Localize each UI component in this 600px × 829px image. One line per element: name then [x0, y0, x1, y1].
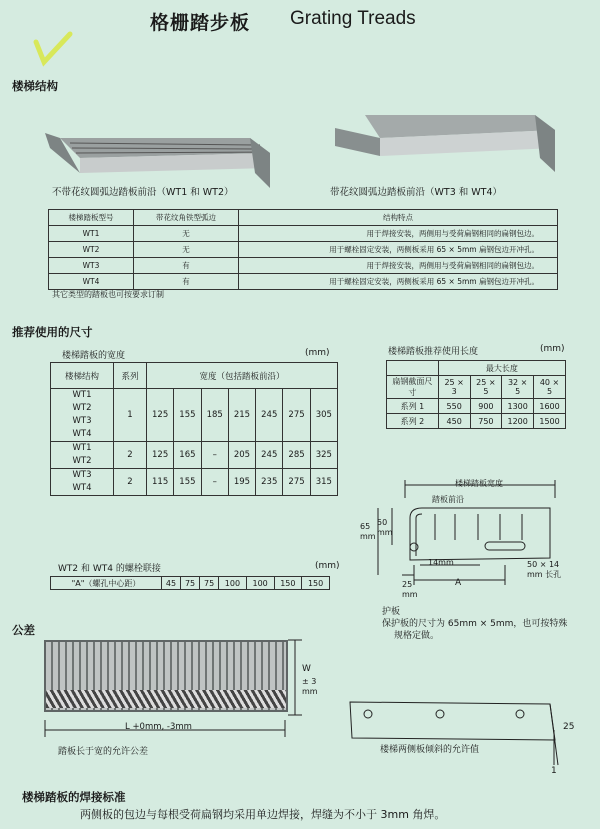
type-table-note: 其它类型的踏板也可按要求订制 — [52, 290, 164, 299]
table-row: WT4 有 用于螺栓固定安装，两侧板采用 65 × 5mm 扁钢包边开冲孔。 — [49, 274, 558, 290]
caption-wt3-wt4: 带花纹圆弧边踏板前沿（WT3 和 WT4） — [330, 187, 503, 198]
length-table-title: 楼梯踏板推荐使用长度 — [388, 347, 479, 357]
side-skew-diagram — [340, 690, 580, 770]
diagram-nosing-label: 踏板前沿 — [432, 495, 464, 504]
diagram-dim-14: 14mm — [428, 558, 454, 567]
checkmark-icon — [30, 30, 75, 70]
tread-illustration-wt1 — [40, 118, 280, 193]
width-table: 楼梯结构 系列 宽度（包括踏板前沿） WT1 WT2 WT3 WT4 1 125 155 185 215 245 275 305 WT1 WT2 2 125 165 – 205 245 285 325 WT3 WT4 2 115 155 – 195 235 275 315 — [50, 362, 338, 496]
width-table-unit: (mm) — [305, 348, 330, 358]
bolt-table-title: WT2 和 WT4 的螺栓联接 — [58, 564, 161, 574]
skew-1: 1 — [551, 766, 557, 776]
th-edge: 带花纹角铁型弧边 — [134, 210, 239, 226]
tolerance-l: L +0mm, -3mm — [125, 722, 192, 732]
section-heading-tolerance: 公差 — [12, 623, 35, 637]
bolt-table-unit: (mm) — [315, 561, 340, 571]
table-row: "A"（螺孔中心距） 45 75 75 100 100 150 150 — [51, 577, 330, 590]
section-heading-recommend: 推荐使用的尺寸 — [12, 325, 93, 339]
bolt-table — [50, 576, 330, 590]
tread-illustration-wt3 — [335, 100, 565, 180]
diagram-dim-25: 25 mm — [402, 580, 418, 599]
guard-text-2: 规格定做。 — [394, 631, 440, 641]
tolerance-w: W — [302, 664, 311, 674]
table-row: WT1 无 用于焊接安装，两侧用与受荷扁钢相同的扁钢包边。 — [49, 226, 558, 242]
diagram-slot-label: 50 × 14 mm 长孔 — [527, 560, 562, 579]
diagram-dim-a: A — [455, 578, 462, 588]
page-title-cn: 格栅踏步板 — [150, 12, 251, 34]
table-row: WT3 有 用于焊接安装，两侧用与受荷扁钢相同的扁钢包边。 — [49, 258, 558, 274]
length-table-unit: (mm) — [540, 344, 565, 354]
caption-tolerance-right: 楼梯两侧板倾斜的允许值 — [380, 745, 480, 755]
guard-text-1: 保护板的尺寸为 65mm × 5mm，也可按特殊 — [382, 619, 568, 629]
width-table-title: 楼梯踏板的宽度 — [62, 351, 126, 361]
diagram-dim-65: 65 mm — [360, 522, 376, 541]
th-model: 楼梯踏板型号 — [49, 210, 134, 226]
table-row: WT1 WT2 WT3 WT4 1 125 155 185 215 245 275 305 — [51, 389, 338, 442]
type-table — [48, 209, 558, 290]
diagram-width-label: 楼梯踏板宽度 — [455, 479, 503, 488]
table-row: WT2 无 用于螺栓固定安装，两侧板采用 65 × 5mm 扁钢包边开冲孔。 — [49, 242, 558, 258]
table-row: WT1 WT2 2 125 165 – 205 245 285 325 — [51, 442, 338, 469]
table-row: 系列 2 450 750 1200 1500 — [387, 414, 566, 429]
tolerance-pm: ± 3 mm — [302, 677, 318, 696]
weld-text: 两侧板的包边与每根受荷扁钢均采用单边焊接，焊缝为不小于 3mm 角焊。 — [80, 808, 446, 821]
section-heading-weld: 楼梯踏板的焊接标准 — [22, 790, 126, 804]
th-feature: 结构特点 — [239, 210, 558, 226]
page-title-en: Grating Treads — [290, 8, 416, 29]
table-row: WT3 WT4 2 115 155 – 195 235 275 315 — [51, 469, 338, 496]
skew-25: 25 — [563, 722, 575, 732]
length-table: 最大长度 扁钢截面尺寸 25 × 3 25 × 5 32 × 5 40 × 5 系列 1 550 900 1300 1600 系列 2 450 750 1200 1500 — [386, 360, 566, 429]
caption-tolerance-left: 踏板长于宽的允许公差 — [58, 747, 149, 757]
diagram-dim-50: 50 mm — [377, 518, 393, 537]
table-row: 系列 1 550 900 1300 1600 — [387, 399, 566, 414]
caption-wt1-wt2: 不带花纹圆弧边踏板前沿（WT1 和 WT2） — [52, 187, 234, 198]
guard-title: 护板 — [382, 607, 401, 617]
section-heading-structure: 楼梯结构 — [12, 79, 58, 93]
